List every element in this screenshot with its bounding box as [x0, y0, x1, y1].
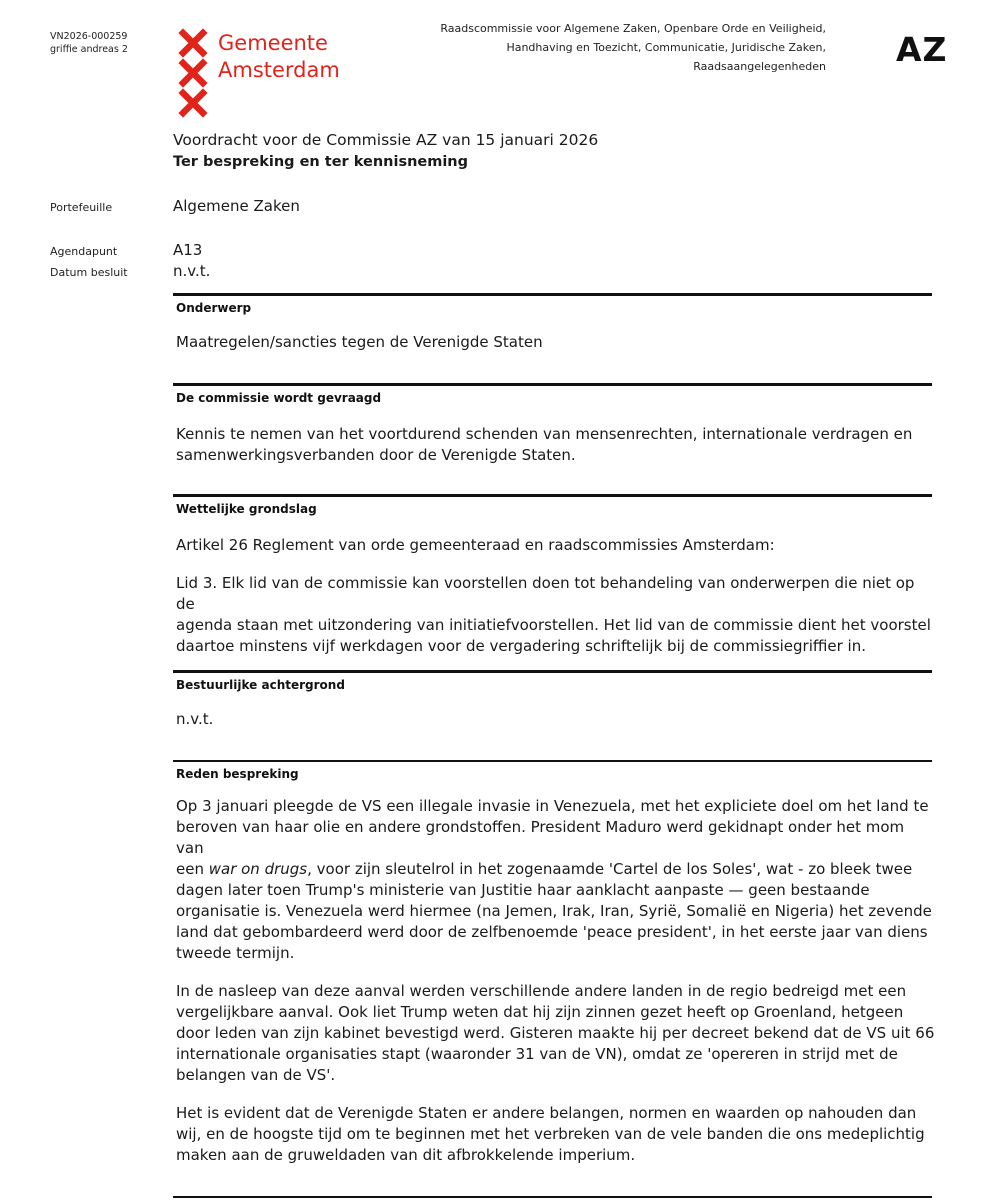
text-line: vergelijkbare aanval. Ook liet Trump weten dat hij zijn zinnen gezet heeft op Groenland, hetgeen: [176, 1003, 904, 1021]
text-line: door leden van zijn kabinet bevestigd werd. Gisteren maakte hij per decreet bekend dat de VS uit 66: [176, 1024, 935, 1042]
text-line: Kennis te nemen van het voortdurend schenden van mensenrechten, internationale verdragen en: [176, 425, 913, 443]
text-line: Lid 3. Elk lid van de commissie kan voorstellen doen tot behandeling van onderwerpen die niet op de: [176, 574, 915, 613]
section-divider: [173, 760, 932, 762]
voordracht-title: Voordracht voor de Commissie AZ van 15 januari 2026: [173, 131, 599, 149]
text-line: daartoe minstens vijf werkdagen voor de vergadering schriftelijk bij de commissiegriffier in.: [176, 637, 866, 655]
text-line: Op 3 januari pleegde de VS een illegale invasie in Venezuela, met het expliciete doel om het land te: [176, 797, 929, 815]
text-fragment: , voor zijn sleutelrol in het zogenaamde 'Cartel de los Soles', wat - zo bleek twee: [307, 860, 913, 878]
text-line: Het is evident dat de Verenigde Staten er andere belangen, normen en waarden op nahouden dan: [176, 1104, 917, 1122]
onderwerp-text: Maatregelen/sancties tegen de Verenigde Staten: [176, 333, 543, 351]
andreas-cross-icon: [178, 28, 212, 118]
text-line: samenwerkingsverbanden door de Verenigde Staten.: [176, 446, 576, 464]
section-divider: [173, 1196, 932, 1198]
portefeuille-value: Algemene Zaken: [173, 197, 300, 215]
achtergrond-text: n.v.t.: [176, 710, 214, 728]
reden-paragraph-3: [176, 1103, 936, 1166]
section-title-achtergrond: Bestuurlijke achtergrond: [176, 678, 345, 692]
section-body-gevraagd: [176, 424, 936, 466]
reference-author: griffie andreas 2: [50, 44, 128, 55]
section-divider: [173, 494, 932, 497]
text-line: belangen van de VS'.: [176, 1066, 336, 1084]
portefeuille-label: Portefeuille: [50, 201, 113, 214]
section-title-grondslag: Wettelijke grondslag: [176, 502, 317, 516]
text-line: agenda staan met uitzondering van initiatiefvoorstellen. Het lid van de commissie dient het voorstel: [176, 616, 931, 634]
section-divider: [173, 670, 932, 673]
section-title-reden: Reden bespreking: [176, 767, 299, 781]
logo-line-gemeente: Gemeente: [218, 31, 328, 55]
committee-line-2: Handhaving en Toezicht, Communicatie, Juridische Zaken,: [506, 41, 826, 54]
text-line: land dat gebombardeerd werd door de zelfbenoemde 'peace president', in het eerste jaar van diens: [176, 923, 928, 941]
voordracht-subtitle: Ter bespreking en ter kennisneming: [173, 154, 469, 170]
grondslag-article: Artikel 26 Reglement van orde gemeenteraad en raadscommissies Amsterdam:: [176, 536, 775, 554]
section-title-gevraagd: De commissie wordt gevraagd: [176, 391, 382, 405]
text-line: tweede termijn.: [176, 944, 295, 962]
committee-name: [366, 19, 826, 76]
committee-code: AZ: [896, 30, 948, 69]
text-line: [176, 860, 912, 878]
text-line: maken aan de gruweldaden van dit afbrokkelende imperium.: [176, 1146, 636, 1164]
gemeente-amsterdam-logo: [178, 28, 340, 122]
text-fragment: een: [176, 860, 209, 878]
text-line: wij, en de hoogste tijd om te beginnen met het verbreken van de vele banden die ons medeplichtig: [176, 1125, 925, 1143]
gevraagd-text: [176, 424, 936, 466]
committee-line-3: Raadsaangelegenheden: [693, 60, 826, 73]
text-line: dagen later toen Trump's ministerie van Justitie haar aanklacht aanpaste — geen bestaande: [176, 881, 870, 899]
voordracht-heading: [173, 129, 598, 173]
datum-besluit-value: n.v.t.: [173, 262, 211, 280]
committee-line-1: Raadscommissie voor Algemene Zaken, Openbare Orde en Veiligheid,: [440, 22, 826, 35]
datum-besluit-label: Datum besluit: [50, 266, 128, 279]
text-line: internationale organisaties stapt (waaronder 31 van de VN), omdat ze 'opereren in strijd met de: [176, 1045, 898, 1063]
section-body-onderwerp: [176, 332, 936, 353]
agendapunt-value: A13: [173, 241, 203, 259]
section-title-onderwerp: Onderwerp: [176, 301, 252, 315]
grondslag-lid-3: [176, 573, 936, 657]
reden-paragraph-1: [176, 796, 936, 964]
reden-paragraph-2: [176, 981, 936, 1086]
section-divider: [173, 383, 932, 386]
section-body-grondslag: [176, 535, 936, 657]
reference-number: VN2026-000259: [50, 31, 128, 42]
agendapunt-label: Agendapunt: [50, 245, 118, 258]
emphasis-war-on-drugs: war on drugs: [208, 860, 308, 878]
document-reference: [50, 30, 128, 56]
text-line: beroven van haar olie en andere grondstoffen. President Maduro werd gekidnapt onder het mom van: [176, 818, 905, 857]
logo-line-amsterdam: Amsterdam: [218, 58, 340, 82]
text-line: In de nasleep van deze aanval werden verschillende andere landen in de regio bedreigd met een: [176, 982, 907, 1000]
text-line: organisatie is. Venezuela werd hiermee (na Jemen, Irak, Iran, Syrië, Somalië en Nigeria) het zevende: [176, 902, 932, 920]
logo-wordmark: [218, 30, 340, 84]
section-body-reden: [176, 796, 936, 1166]
section-body-achtergrond: [176, 709, 936, 730]
section-divider: [173, 293, 932, 296]
